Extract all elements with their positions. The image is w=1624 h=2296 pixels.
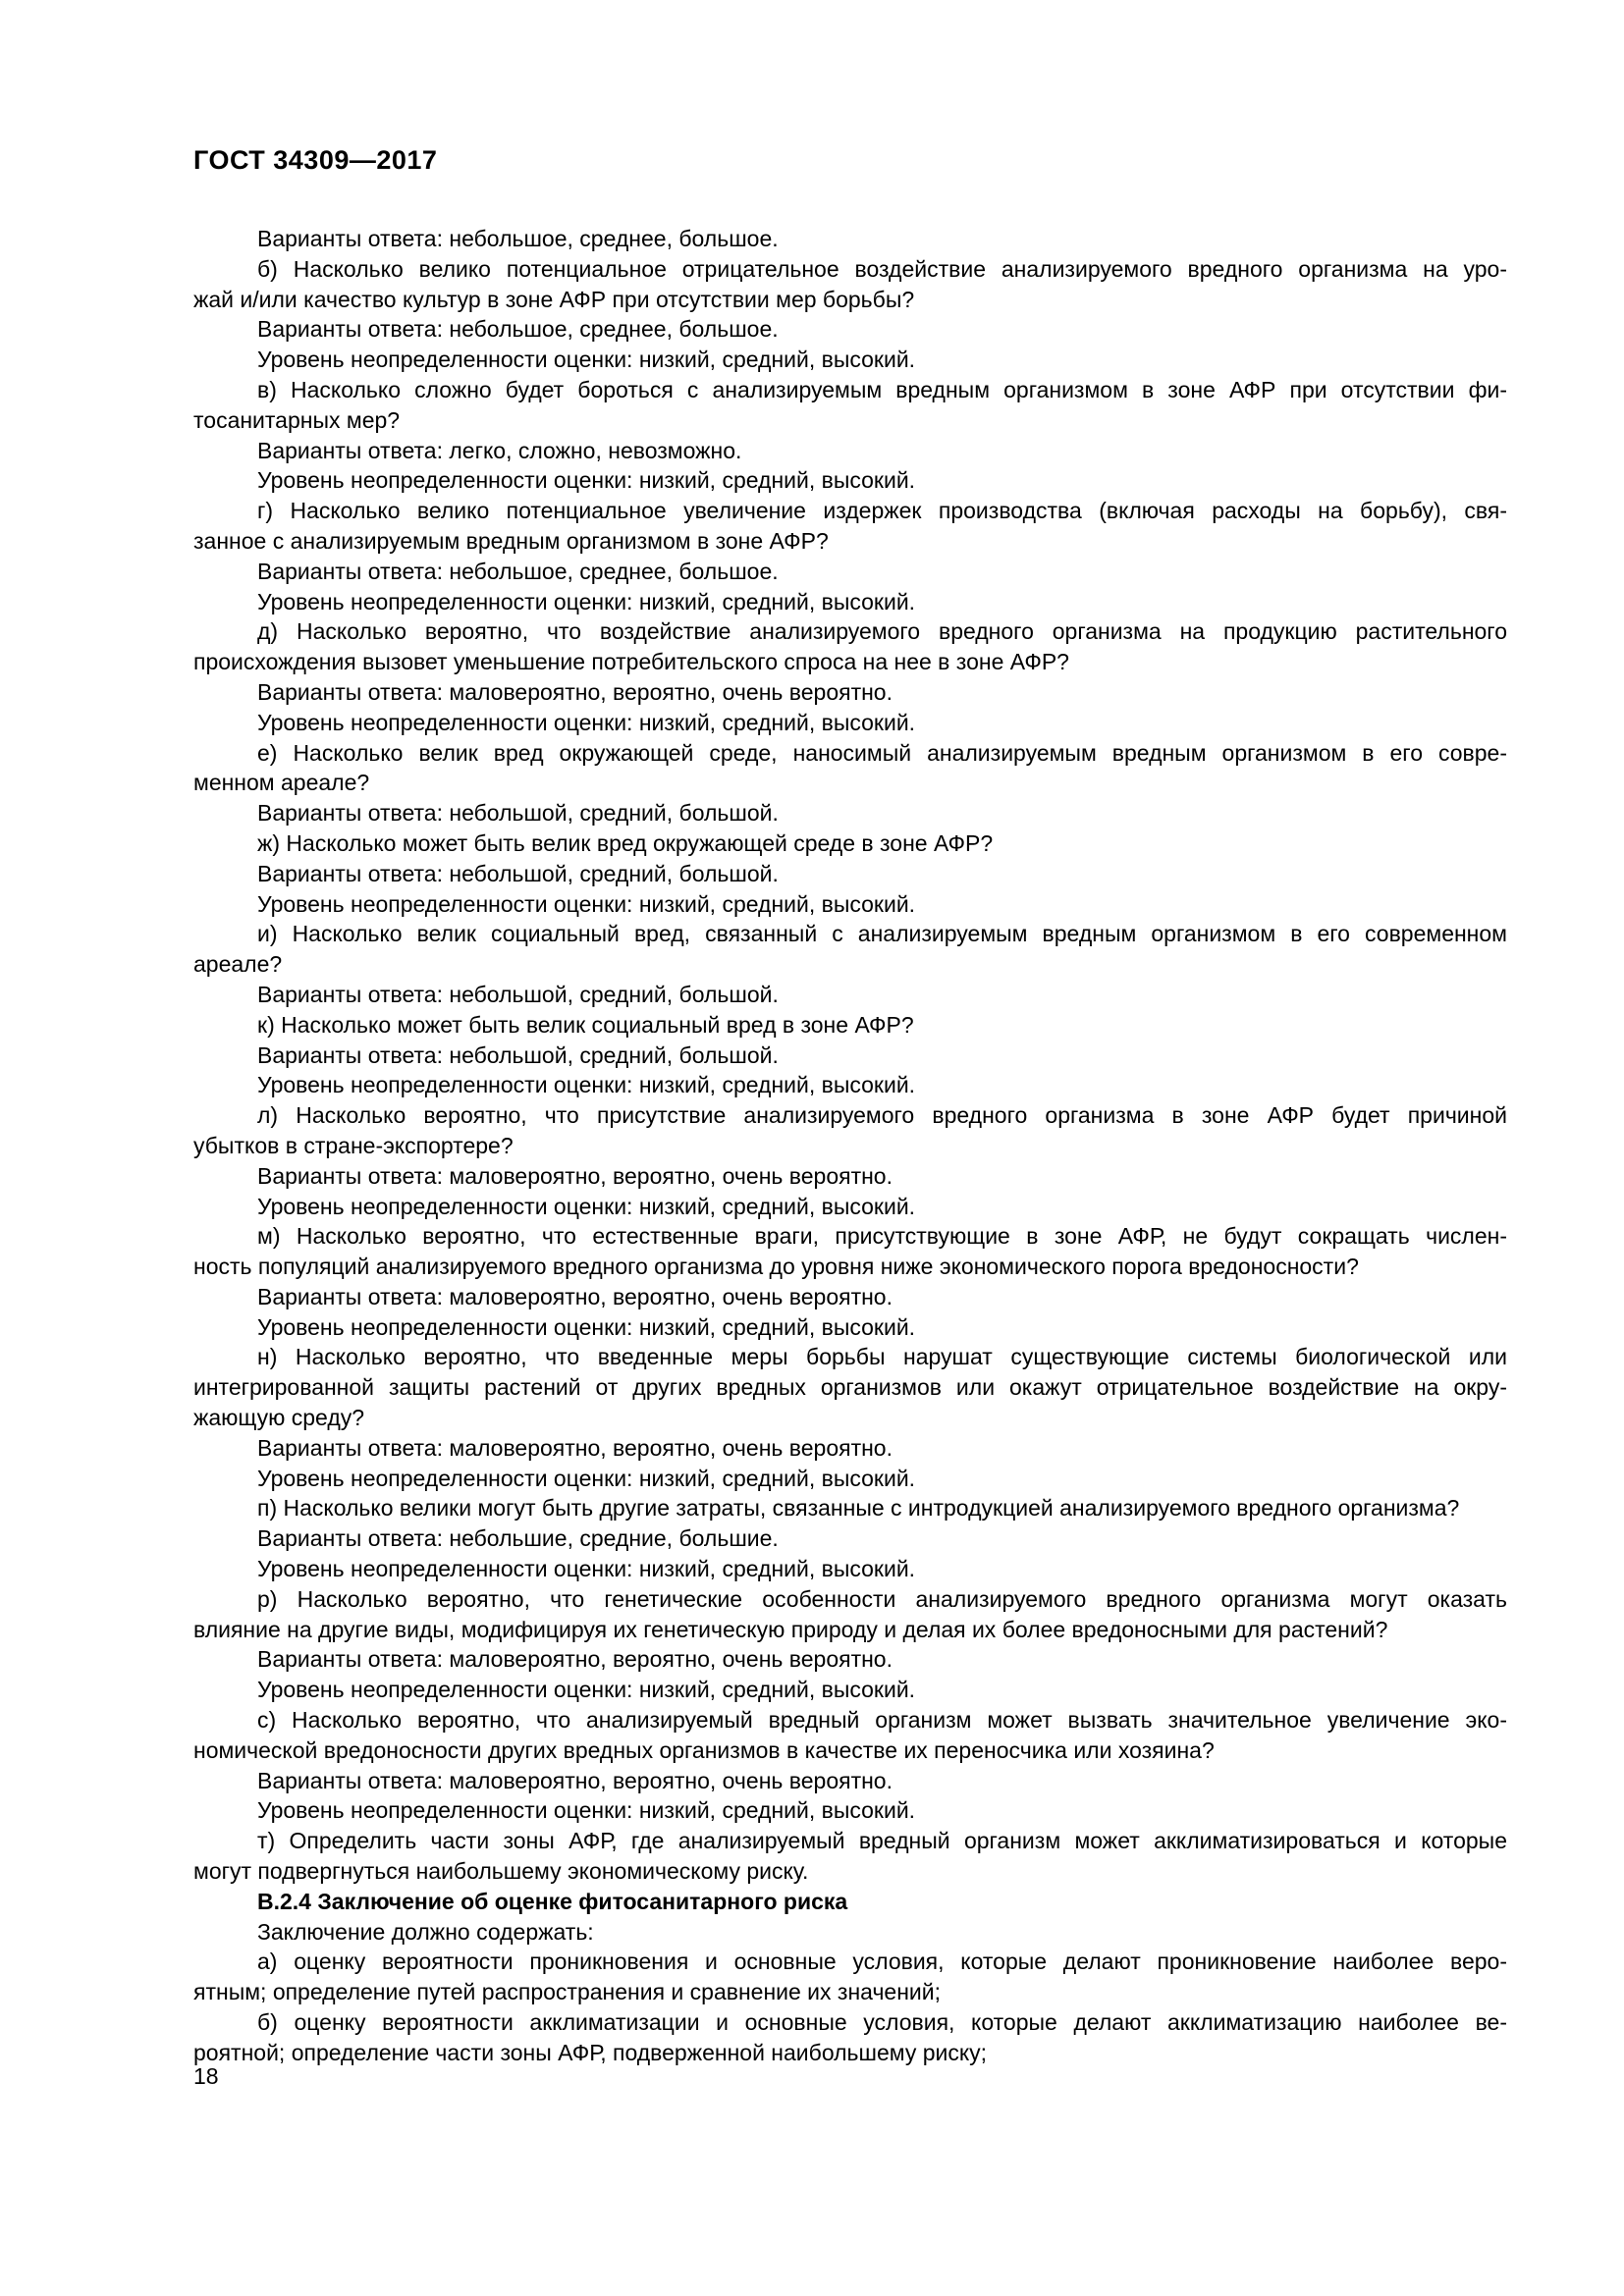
text-line: Заключение должно содержать: [257,1918,594,1945]
text-line: Уровень неопределенности оценки: низкий, средний, высокий. [257,1072,916,1098]
text-line: к) Насколько может быть велик социальный вред в зоне АФР? [257,1011,914,1038]
text-line: Уровень неопределенности оценки: низкий, средний, высокий. [257,467,916,494]
text-line: Варианты ответа: маловероятно, вероятно, очень вероятно. [257,1162,893,1189]
text-line: ятным; определение путей распространения и сравнение их значений; [193,1979,942,2005]
text-line: номической вредоносности других вредных организмов в качестве их переносчика или хозяина? [193,1736,1215,1763]
text-line: а) оценку вероятности проникновения и основные условия, которые делают проникновение наиболее веро- [257,1949,1507,1975]
text-line: ность популяций анализируемого вредного организма до уровня ниже экономического порога вредоносности? [193,1254,1359,1280]
text-line: б) Насколько велико потенциальное отрицательное воздействие анализируемого вредного организма на уро- [257,255,1507,282]
text-line: Варианты ответа: небольшой, средний, большой. [257,800,779,827]
text-line: Варианты ответа: небольшой, средний, большой. [257,860,779,886]
text-line: Уровень неопределенности оценки: низкий, средний, высокий. [257,1556,916,1582]
text-line: Варианты ответа: небольшой, средний, большой. [257,981,779,1007]
text-line: Варианты ответа: маловероятно, вероятно, очень вероятно. [257,1767,893,1793]
text-line: Варианты ответа: небольшое, среднее, большое. [257,226,779,251]
text-line: Варианты ответа: маловероятно, вероятно, очень вероятно. [257,1434,893,1461]
text-line: Варианты ответа: маловероятно, вероятно, очень вероятно. [257,1283,893,1309]
text-line: н) Насколько вероятно, что введенные меры борьбы нарушат существующие системы биологической или [257,1344,1507,1370]
text-line: убытков в стране-экспортере? [193,1132,514,1158]
text-line: Варианты ответа: небольшие, средние, большие. [257,1525,779,1552]
text-line: р) Насколько вероятно, что генетические особенности анализируемого вредного организма могут оказать [257,1585,1507,1612]
text-line: интегрированной защиты растений от других вредных организмов или окажут отрицательное воздействие на окру- [193,1374,1507,1401]
text-line: т) Определить части зоны АФР, где анализируемый вредный организм может акклиматизироваться и которые [257,1828,1507,1854]
text-line: роятной; определение части зоны АФР, подверженной наибольшему риску; [193,2039,988,2065]
text-line: ареале? [193,951,283,978]
text-line: могут подвергнуться наибольшему экономическому риску. [193,1858,809,1885]
page-number: 18 [193,2063,219,2089]
text-line: д) Насколько вероятно, что воздействие анализируемого вредного организма на продукцию растительного [257,618,1507,645]
text-line: Варианты ответа: небольшое, среднее, большое. [257,558,779,584]
text-line: е) Насколько велик вред окружающей среде, наносимый анализируемым вредным организмом в его совре- [257,739,1507,766]
text-line: Уровень неопределенности оценки: низкий, средний, высокий. [257,1677,916,1703]
text-line: занное с анализируемым вредным организмом в зоне АФР? [193,527,829,554]
document-standard-number: ГОСТ 34309—2017 [193,145,438,175]
text-line: Уровень неопределенности оценки: низкий, средний, высокий. [257,588,916,614]
text-line: влияние на другие виды, модифицируя их генетическую природу и делая их более вредоносными для растений? [193,1616,1388,1642]
text-line: л) Насколько вероятно, что присутствие анализируемого вредного организма в зоне АФР будет причиной [257,1102,1507,1129]
text-line: и) Насколько велик социальный вред, связанный с анализируемым вредным организмом в его современном [257,921,1507,947]
body-text-block [193,224,1507,2068]
text-line: Варианты ответа: маловероятно, вероятно, очень вероятно. [257,1646,893,1673]
text-line: происхождения вызовет уменьшение потребительского спроса на нее в зоне АФР? [193,649,1069,675]
text-line: Уровень неопределенности оценки: низкий, средний, высокий. [257,890,916,917]
text-line: в) Насколько сложно будет бороться с анализируемым вредным организмом в зоне АФР при отсутствии фи- [257,376,1507,402]
text-line: Уровень неопределенности оценки: низкий, средний, высокий. [257,1313,916,1340]
text-line: с) Насколько вероятно, что анализируемый вредный организм может вызвать значительное увеличение эко- [257,1707,1507,1734]
text-line: м) Насколько вероятно, что естественные враги, присутствующие в зоне АФР, не будут сокращать числен- [257,1223,1507,1250]
text-line: Уровень неопределенности оценки: низкий, средний, высокий. [257,1193,916,1219]
text-line: тосанитарных мер? [193,406,401,433]
text-line: жающую среду? [193,1405,365,1431]
text-line: п) Насколько велики могут быть другие затраты, связанные с интродукцией анализируемого вредного организма? [257,1495,1460,1522]
text-line: б) оценку вероятности акклиматизации и основные условия, которые делают акклиматизацию наиболее ве- [257,2009,1507,2036]
text-line: Уровень неопределенности оценки: низкий, средний, высокий. [257,347,916,373]
text-line: Варианты ответа: небольшое, среднее, большое. [257,316,779,343]
text-line: Варианты ответа: легко, сложно, невозможно. [257,437,742,463]
text-line: Уровень неопределенности оценки: низкий, средний, высокий. [257,1797,916,1824]
text-line: Варианты ответа: небольшой, средний, большой. [257,1041,779,1068]
text-line: менном ареале? [193,770,370,796]
text-line: г) Насколько велико потенциальное увеличение издержек производства (включая расходы на борьбу), свя- [257,498,1507,524]
text-line: Варианты ответа: маловероятно, вероятно, очень вероятно. [257,678,893,705]
text-line: Уровень неопределенности оценки: низкий, средний, высокий. [257,1465,916,1491]
text-line: В.2.4 Заключение об оценке фитосанитарного риска [257,1888,848,1914]
text-line: жай и/или качество культур в зоне АФР при отсутствии мер борьбы? [193,286,915,312]
text-line: ж) Насколько может быть велик вред окружающей среде в зоне АФР? [257,829,994,856]
text-line: Уровень неопределенности оценки: низкий, средний, высокий. [257,709,916,735]
